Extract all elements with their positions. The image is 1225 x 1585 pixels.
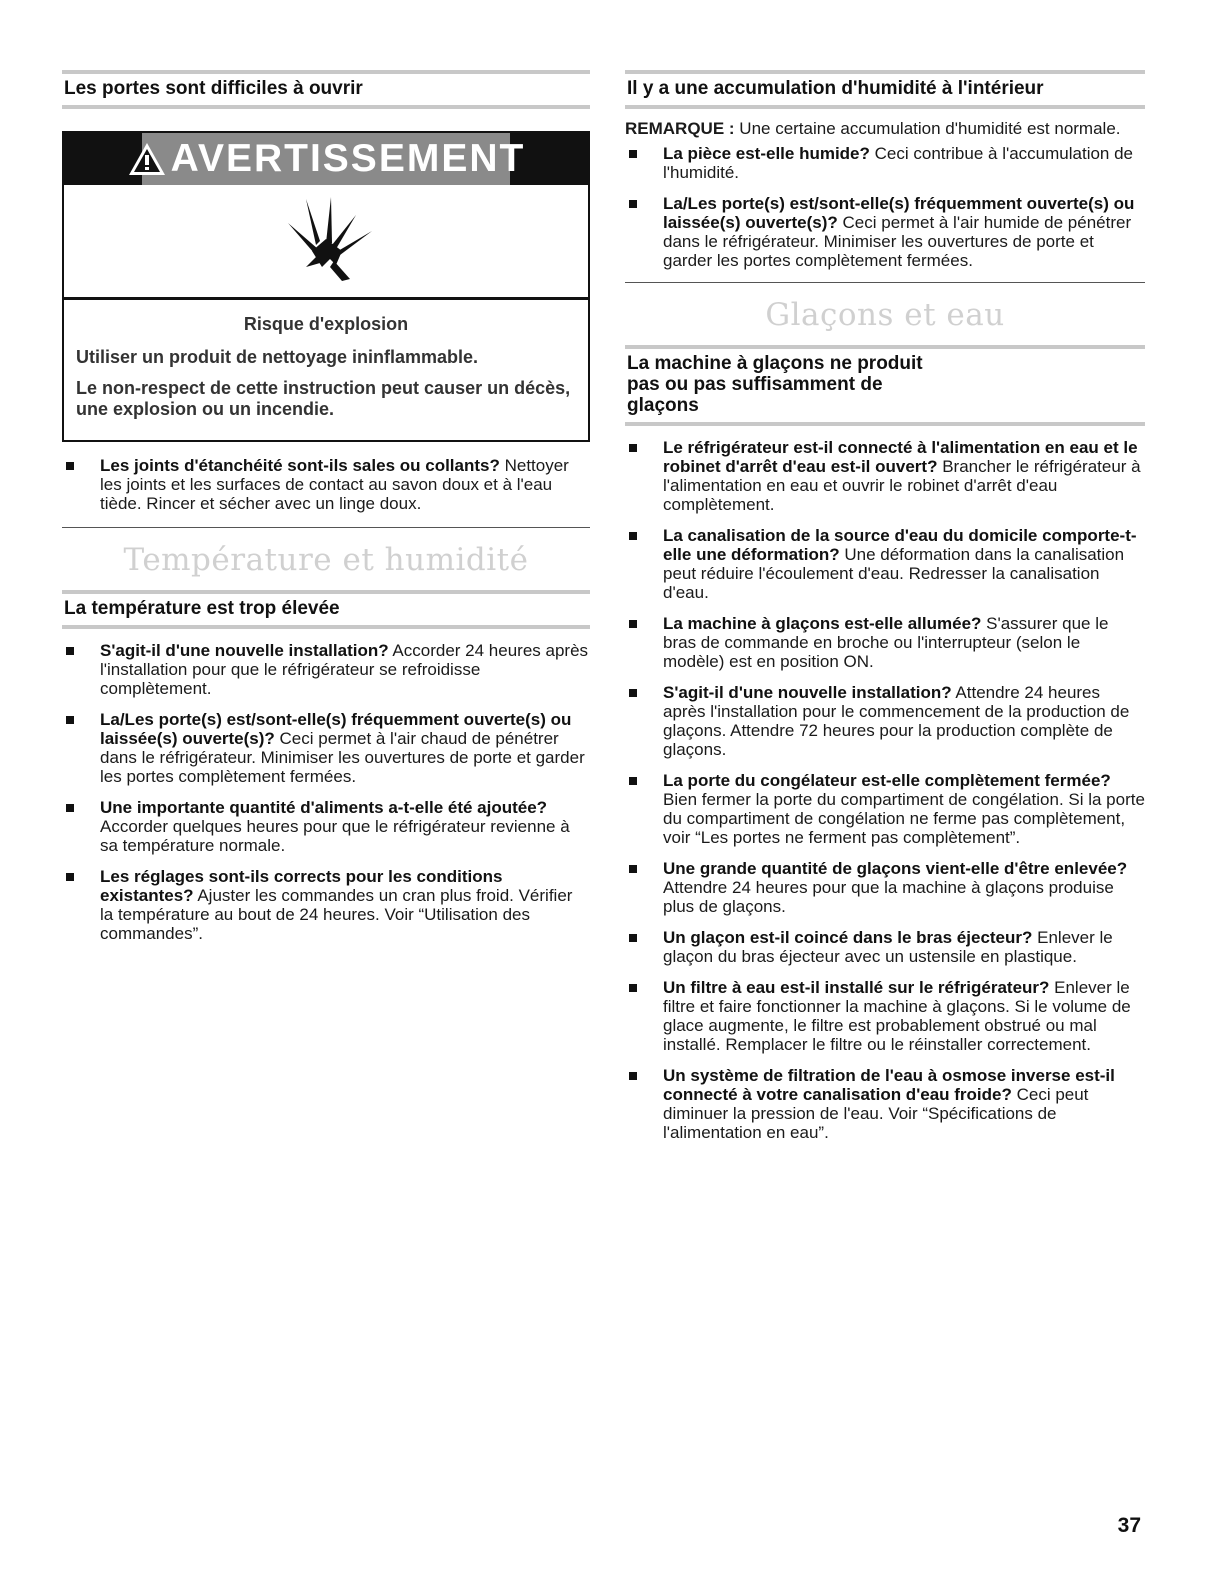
warning-banner [64, 133, 588, 185]
ice-list [625, 438, 1145, 1142]
list-item: S'agit-il d'une nouvelle installation? Attendre 24 heures après l'installation pour le commencement de la production de glaçons. Attendre 72 heures pour la production complète de glaçons. [625, 683, 1145, 759]
list-item: Les joints d'étanchéité sont-ils sales ou collants? Nettoyer les joints et les surfaces de contact au savon doux et à l'eau tiède. Rincer et sécher avec un linge doux. [62, 456, 590, 513]
warning-text [64, 300, 588, 440]
warning-line-2: Le non-respect de cette instruction peut causer un décès, une explosion ou un incendie. [76, 378, 571, 419]
explosion-icon [276, 193, 376, 289]
temperature-heading-bar [62, 590, 590, 629]
warning-risk: Risque d'explosion [243, 314, 409, 334]
left-column [62, 70, 590, 955]
note-label: REMARQUE : [625, 119, 735, 138]
warning-box [62, 131, 590, 442]
list-item: Un système de filtration de l'eau à osmose inverse est-il connecté à votre canalisation d'eau froide? Ceci peut diminuer la pression de l'eau. Voir “Spécifications de l'alimentation en eau”. [625, 1066, 1145, 1142]
humidity-heading: Il y a une accumulation d'humidité à l'intérieur [627, 78, 1044, 99]
list-item: La/Les porte(s) est/sont-elle(s) fréquemment ouverte(s) ou laissée(s) ouverte(s)? Ceci permet à l'air humide de pénétrer dans le réfrigérateur. Minimiser les ouvertures de porte et garder les portes complètement fermées. [625, 194, 1145, 270]
right-column [625, 70, 1145, 1154]
warning-banner-text: AVERTISSEMENT [170, 137, 526, 180]
list-item: La/Les porte(s) est/sont-elle(s) fréquemment ouverte(s) ou laissée(s) ouverte(s)? Ceci permet à l'air chaud de pénétrer dans le réfrigérateur. Minimiser les ouvertures de porte et garder les portes complètement fermées. [62, 710, 590, 786]
list-item: Les réglages sont-ils corrects pour les conditions existantes? Ajuster les commandes un cran plus froid. Vérifier la température au bout de 24 heures. Voir “Utilisation des commandes”. [62, 867, 590, 943]
warning-line-1: Utiliser un produit de nettoyage ininflammable. [76, 347, 479, 367]
warning-triangle-icon [127, 141, 167, 177]
humidity-list [625, 144, 1145, 270]
list-item: Un filtre à eau est-il installé sur le réfrigérateur? Enlever le filtre et faire fonctionner la machine à glaçons. Si le volume de glace augmente, le filtre est probablement obstrué ou mal installé. Remplacer le filtre ou le réinstaller correctement. [625, 978, 1145, 1054]
note [625, 119, 1145, 138]
doors-heading: Les portes sont difficiles à ouvrir [64, 78, 363, 99]
list-item: Une importante quantité d'aliments a-t-elle été ajoutée? Accorder quelques heures pour que le réfrigérateur revienne à sa température normale. [62, 798, 590, 855]
page-number: 37 [1117, 1514, 1141, 1537]
temperature-section-title: Température et humidité [123, 542, 529, 578]
ice-heading: La machine à glaçons ne produit pas ou pas suffisamment de glaçons [627, 353, 923, 416]
temperature-heading: La température est trop élevée [64, 598, 340, 619]
explosion-icon-row [64, 185, 588, 300]
list-item: La canalisation de la source d'eau du domicile comporte-t-elle une déformation? Une déformation dans la canalisation peut réduire l'écoulement d'eau. Redresser la canalisation d'eau. [625, 526, 1145, 602]
ice-heading-bar [625, 345, 1145, 426]
seal-list [62, 456, 590, 513]
list-item: La porte du congélateur est-elle complètement fermée? Bien fermer la porte du compartiment de congélation. Si la porte du compartiment de congélation ne ferme pas complètement, voir “Les portes ne ferment pas complètement”. [625, 771, 1145, 847]
list-item: Un glaçon est-il coincé dans le bras éjecteur? Enlever le glaçon du bras éjecteur avec un ustensile en plastique. [625, 928, 1145, 966]
humidity-heading-bar [625, 70, 1145, 109]
doors-heading-bar [62, 70, 590, 109]
list-item: Le réfrigérateur est-il connecté à l'alimentation en eau et le robinet d'arrêt d'eau est-il ouvert? Brancher le réfrigérateur à l'alimentation en eau et ouvrir le robinet d'arrêt d'eau complètement. [625, 438, 1145, 514]
list-item: Une grande quantité de glaçons vient-elle d'être enlevée? Attendre 24 heures pour que la machine à glaçons produise plus de glaçons. [625, 859, 1145, 916]
list-item: S'agit-il d'une nouvelle installation? Accorder 24 heures après l'installation pour que le réfrigérateur se refroidisse complètement. [62, 641, 590, 698]
list-item: La pièce est-elle humide? Ceci contribue à l'accumulation de l'humidité. [625, 144, 1145, 182]
temperature-list [62, 641, 590, 943]
list-item: La machine à glaçons est-elle allumée? S'assurer que le bras de commande en broche ou l'interrupteur (selon le modèle) est en position ON. [625, 614, 1145, 671]
note-text: Une certaine accumulation d'humidité est normale. [734, 119, 1121, 138]
ice-section-title: Glaçons et eau [765, 297, 1005, 333]
